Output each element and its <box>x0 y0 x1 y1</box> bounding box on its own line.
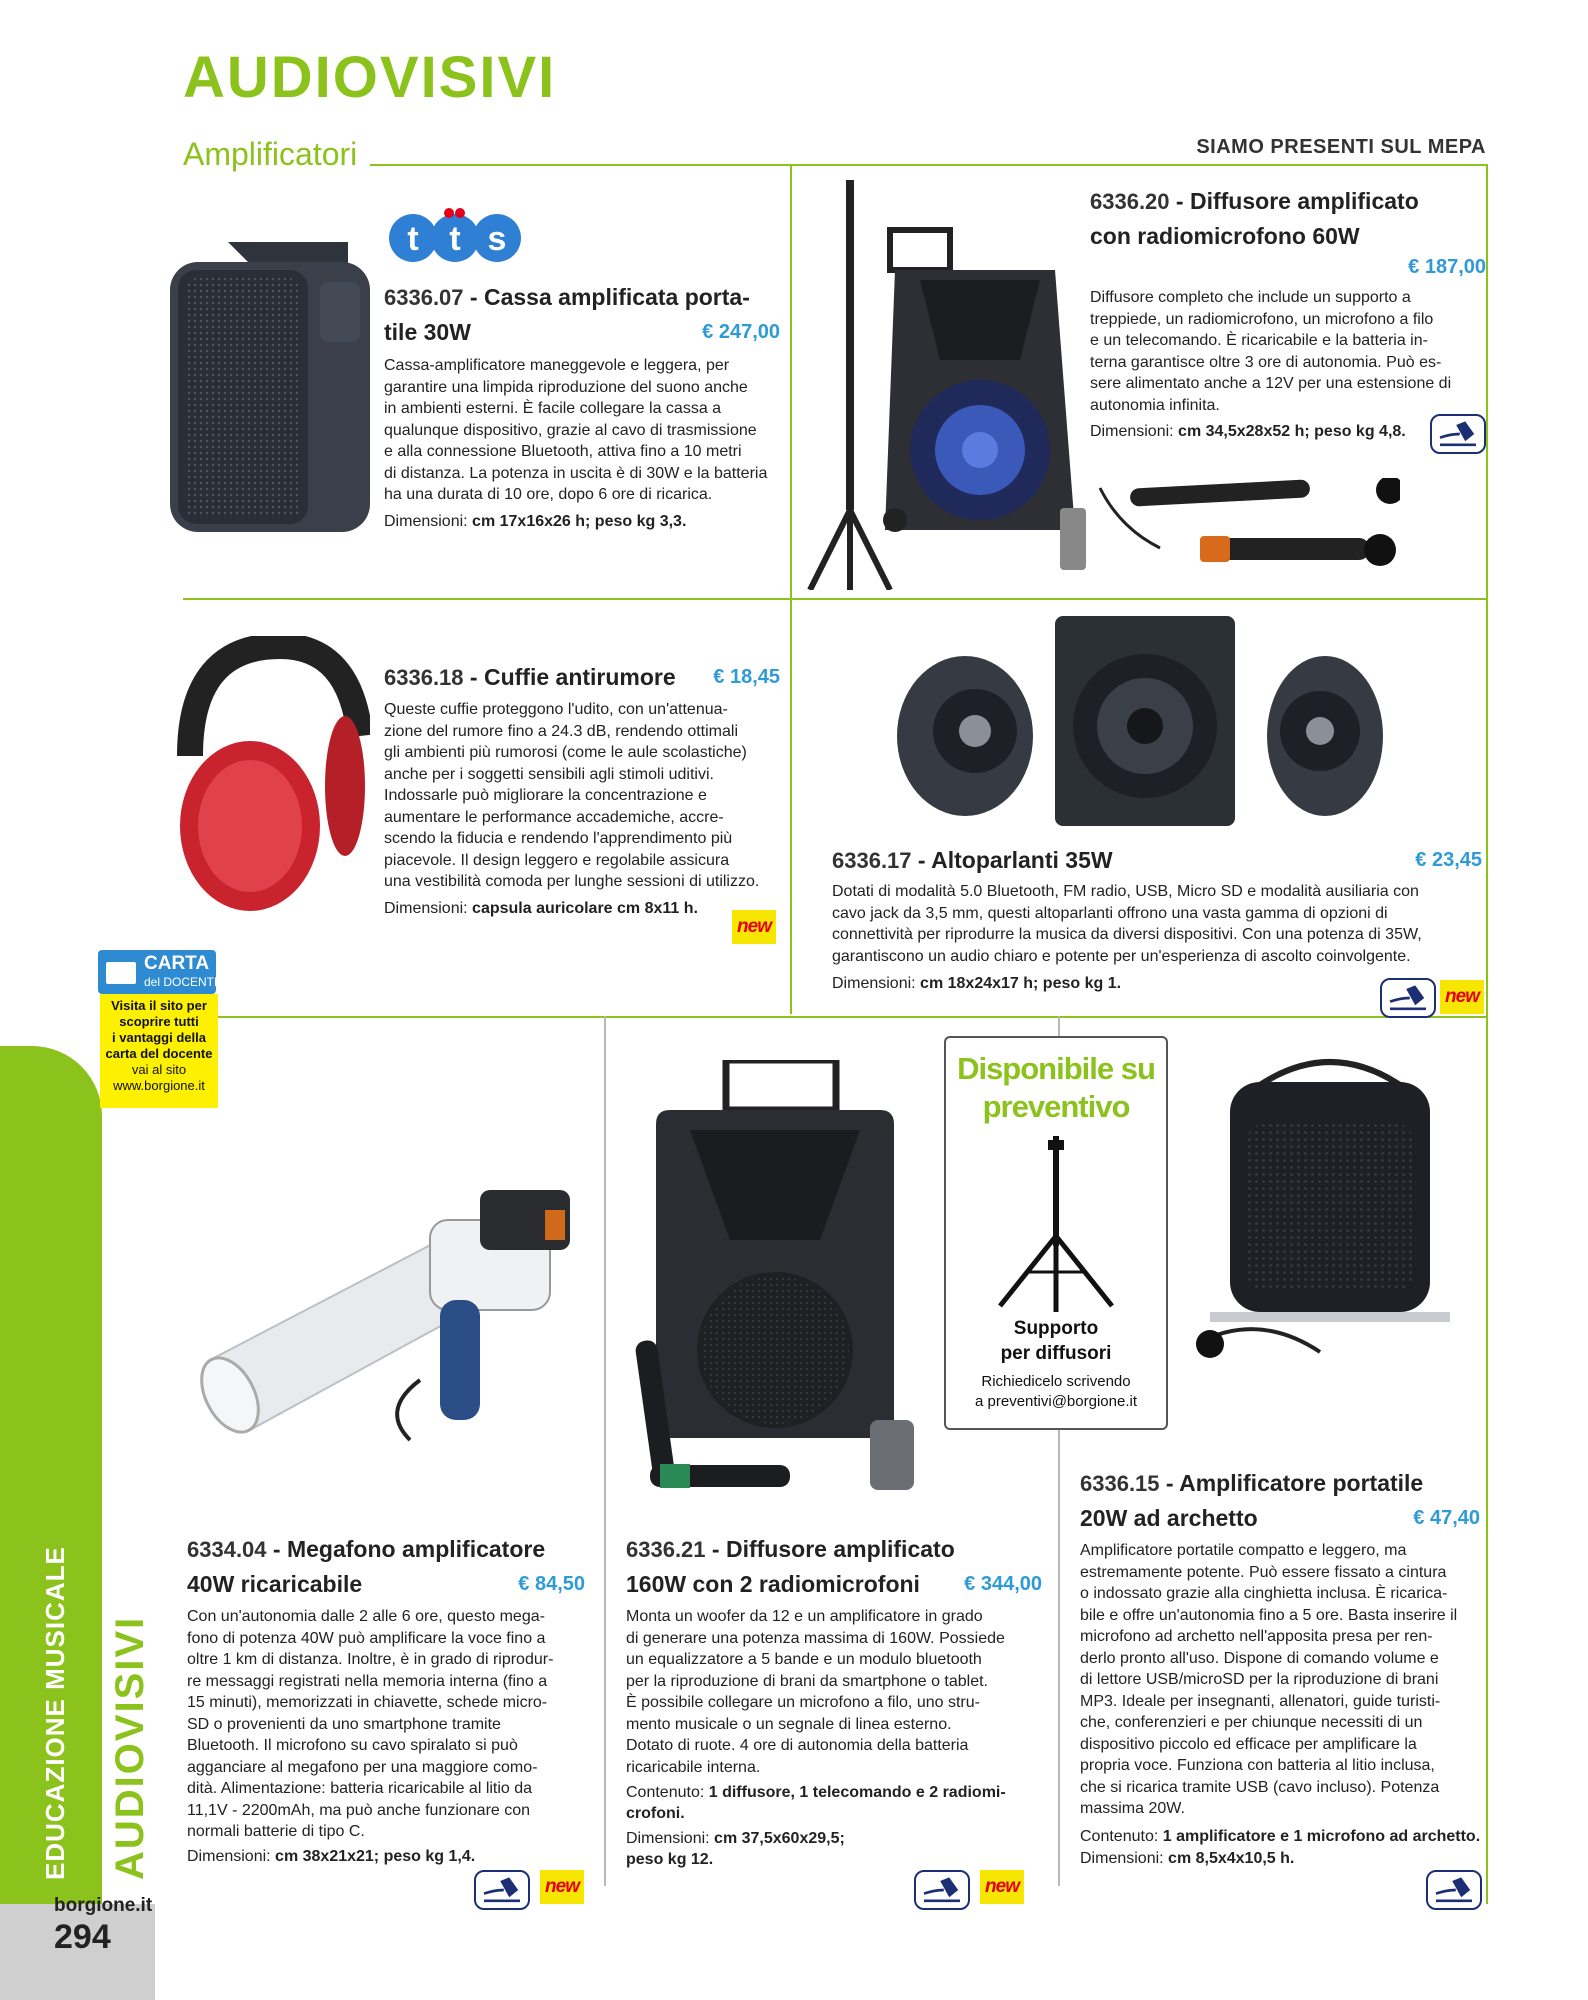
desc-line: o indossato grazie alla cinghietta inclusa. È ricarica- <box>1080 1585 1448 1602</box>
desc-line: piacevole. Il design leggero e regolabile assicura <box>384 851 730 869</box>
product-name: 20W ad archetto <box>1080 1505 1258 1531</box>
quote-title-line: preventivo <box>982 1089 1130 1124</box>
dim-value: peso kg 12. <box>626 1851 714 1868</box>
product-name: Diffusore amplificato <box>725 1536 955 1562</box>
quote-note <box>944 1372 1168 1412</box>
tts-logo <box>385 208 525 264</box>
carta-subtitle: del DOCENTE <box>144 975 223 989</box>
carta-note-line: carta del docente <box>105 1046 213 1061</box>
carta-link-label: vai al sito <box>131 1062 187 1077</box>
ear-muffs-image <box>150 636 370 916</box>
product-price: € 247,00 <box>702 321 780 343</box>
product-name: Cuffie antirumore <box>483 664 676 690</box>
product-code: 6334.04 <box>187 1537 267 1562</box>
site-label: borgione.it <box>54 1895 153 1916</box>
carta-note-line: Visita il sito per <box>111 998 207 1013</box>
product-title: 6336.07 - Cassa amplificata porta- tile 30W € 247,00 <box>384 280 780 350</box>
sidebar-section: AUDIOVISIVI <box>108 1615 152 1880</box>
desc-line: sere alimentato anche a 12V per una estensione di <box>1090 375 1452 392</box>
product-dimensions <box>626 1828 845 1870</box>
desc-line: fono di potenza 40W può amplificare la voce fino a <box>187 1629 546 1647</box>
dim-value: capsula auricolare cm 8x11 h. <box>472 900 698 917</box>
dim-label: Dimensioni: <box>832 975 916 992</box>
desc-line: zione del rumore fino a 24.3 dB, rendendo ottimali <box>384 722 738 740</box>
product-description <box>832 881 1484 967</box>
desc-line: Dotato di ruote. 4 ore di autonomia della batteria <box>626 1737 969 1754</box>
product-code: 6336.18 <box>384 665 464 690</box>
new-badge <box>1440 980 1484 1014</box>
product-price: € 23,45 <box>1415 849 1482 871</box>
product-dimensions <box>187 1846 475 1867</box>
desc-line: mento musicale o un segnale di linea esterno. <box>626 1715 952 1733</box>
page-title: AUDIOVISIVI <box>183 45 557 110</box>
row-divider-2 <box>183 1016 1488 1018</box>
desc-line: propria voce. Funziona con batteria al litio inclusa, <box>1080 1757 1435 1774</box>
new-badge-label: new <box>737 916 771 937</box>
product-name: Cassa amplificata porta- <box>483 284 750 310</box>
megaphone-image <box>190 1140 570 1470</box>
speakers-set-image <box>895 616 1385 836</box>
new-badge-label: new <box>1445 986 1479 1007</box>
desc-line: ha una durata di 10 ore, dopo 6 ore di ricarica. <box>384 486 713 503</box>
product-description <box>1080 1540 1488 1820</box>
desc-line: 15 minuti), memorizzati in chiavette, schede micro- <box>187 1694 548 1711</box>
tripod-stand-image <box>996 1136 1116 1312</box>
desc-line: di distanza. La potenza in uscita è di 30W e la batteria <box>384 464 768 482</box>
desc-line: in ambienti esterni. È facile collegare la cassa a <box>384 400 722 417</box>
quote-note-line: Richiedicelo scrivendo <box>981 1373 1131 1390</box>
desc-line: e un telecomando. È ricaricabile e la batteria in- <box>1090 332 1428 349</box>
desc-line: che, conferenzieri e per chiunque necessiti di un <box>1080 1714 1423 1731</box>
product-price: € 47,40 <box>1413 1507 1480 1529</box>
desc-line: Con un'autonomia dalle 2 alle 6 ore, questo mega- <box>187 1608 545 1625</box>
new-badge-label: new <box>545 1876 579 1897</box>
product-dimensions <box>384 898 698 919</box>
waist-amplifier-image <box>1190 1052 1460 1372</box>
desc-line: che si ricarica tramite USB (cavo incluso). Potenza <box>1080 1778 1440 1796</box>
desc-line: garantire una limpida riproduzione del suono anche <box>384 378 748 396</box>
product-dimensions <box>384 511 686 532</box>
quote-note-line[interactable]: a preventivi@borgione.it <box>975 1393 1137 1410</box>
content-label: Contenuto: <box>1080 1828 1159 1845</box>
desc-line: Monta un woofer da 12 e un amplificatore in grado <box>626 1608 983 1625</box>
product-price: € 187,00 <box>1408 256 1486 278</box>
desc-line: oltre 1 km di distanza. Inoltre, è in grado di riprodur- <box>187 1651 554 1668</box>
product-name: Megafono amplificatore <box>286 1536 546 1562</box>
dim-label: Dimensioni: <box>384 513 468 530</box>
product-price: € 18,45 <box>713 666 780 688</box>
product-name: Amplificatore portatile <box>1179 1470 1424 1496</box>
carta-note[interactable] <box>100 994 218 1108</box>
svg-text:t: t <box>407 220 419 258</box>
product-description <box>1090 287 1484 416</box>
product-description <box>187 1606 585 1843</box>
desc-line: bile e offre un'autonomia fino a 5 ore. Basta inserire il <box>1080 1606 1458 1624</box>
carta-note-line: i vantaggi della <box>112 1030 206 1045</box>
product-dimensions <box>1090 421 1406 442</box>
desc-line: un equalizzatore a 5 bande e un modulo bluetooth <box>626 1651 982 1668</box>
desc-line: estremamente potente. Può essere fissato a cintura <box>1080 1563 1447 1581</box>
svg-text:s: s <box>487 220 507 258</box>
dim-label: Dimensioni: <box>1080 1850 1164 1867</box>
product-title: 6336.21 - Diffusore amplificato 160W con 2 radiomicrofoni € 344,00 <box>626 1532 1042 1602</box>
product-name: 40W ricaricabile <box>187 1571 363 1597</box>
desc-line: MP3. Ideale per insegnanti, allenatori, guide turisti- <box>1080 1692 1441 1710</box>
desc-line: per la riproduzione di brani da smartphone o tablet. <box>626 1672 988 1690</box>
product-description <box>384 355 780 506</box>
product-description <box>626 1606 1042 1778</box>
col-divider-top <box>790 164 792 1014</box>
desc-line: gli ambienti più rumorosi (come le aule scolastiche) <box>384 744 747 761</box>
mepa-note: SIAMO PRESENTI SUL MEPA <box>1196 136 1486 158</box>
quote-subtitle-line: per diffusori <box>1000 1343 1112 1364</box>
content-value: 1 amplificatore e 1 microfono ad archetto. <box>1162 1828 1481 1845</box>
desc-line: scendo la fiducia e rendendo l'apprendimento più <box>384 830 733 847</box>
carta-note-line: scoprire tutti <box>119 1014 199 1029</box>
product-contents <box>1080 1826 1480 1847</box>
desc-line: ricaricabile interna. <box>626 1758 761 1776</box>
dim-value: cm 38x21x21; peso kg 1,4. <box>275 1848 476 1865</box>
carta-title: CARTA <box>144 953 210 974</box>
new-badge-label: new <box>985 1876 1019 1897</box>
product-contents <box>626 1782 1042 1824</box>
desc-line: 11,1V - 2200mAh, ma può anche funzionare con <box>187 1801 531 1819</box>
desc-line: SD o provenienti da uno smartphone tramite <box>187 1715 501 1733</box>
plug-icon <box>1380 978 1436 1018</box>
speaker-tripod-image <box>800 180 1090 590</box>
desc-line: treppiede, un radiomicrofono, un microfono a filo <box>1090 310 1434 328</box>
new-badge <box>540 1870 584 1904</box>
desc-line: normali batterie di tipo C. <box>187 1823 365 1840</box>
desc-line: dità. Alimentazione: batteria ricaricabile al litio da <box>187 1780 533 1797</box>
desc-line: autonomia infinita. <box>1090 396 1220 414</box>
dim-label: Dimensioni: <box>187 1848 271 1865</box>
row-divider-1 <box>183 598 1488 600</box>
content-label: Contenuto: <box>626 1784 705 1801</box>
product-price: € 344,00 <box>964 1573 1042 1595</box>
product-description <box>384 699 780 893</box>
desc-line: dispositivo piccolo ed efficace per amplificare la <box>1080 1735 1417 1753</box>
desc-line: Dotati di modalità 5.0 Bluetooth, FM radio, USB, Micro SD e modalità ausiliaria con <box>832 883 1419 900</box>
product-dimensions <box>1080 1848 1294 1869</box>
product-title: 6336.17 - Altoparlanti 35W € 23,45 <box>832 843 1482 878</box>
product-code: 6336.17 <box>832 848 912 873</box>
product-title: 6334.04 - Megafono amplificatore 40W ricaricabile € 84,50 <box>187 1532 585 1602</box>
desc-line: È possibile collegare un microfono a filo, uno stru- <box>626 1694 980 1711</box>
desc-line: e alla connessione Bluetooth, attiva fino a 10 metri <box>384 443 742 460</box>
microphones-remote-image <box>1060 478 1400 588</box>
dim-value: cm 34,5x28x52 h; peso kg 4,8. <box>1178 423 1406 440</box>
dim-value: cm 18x24x17 h; peso kg 1. <box>920 975 1122 992</box>
desc-line: cavo jack da 3,5 mm, questi altoparlanti offrono una vasta gamma di opzioni di <box>832 904 1388 922</box>
desc-line: agganciare al megafono per una maggiore como- <box>187 1758 538 1776</box>
quote-title <box>944 1050 1168 1126</box>
desc-line: aumentare le performance accademiche, accre- <box>384 808 724 826</box>
plug-icon <box>1430 414 1486 454</box>
new-badge <box>732 910 776 944</box>
product-code: 6336.21 <box>626 1537 706 1562</box>
content-value: crofoni. <box>626 1805 685 1822</box>
desc-line: Cassa-amplificatore maneggevole e leggera, per <box>384 357 730 374</box>
card-icon <box>106 962 136 984</box>
page-number: 294 <box>54 1918 111 1956</box>
quote-subtitle-line: Supporto <box>1013 1318 1099 1339</box>
header-rule <box>370 164 1488 166</box>
desc-line: Amplificatore portatile compatto e leggero, ma <box>1080 1542 1407 1559</box>
dim-value: cm 8,5x4x10,5 h. <box>1168 1850 1295 1867</box>
carta-link[interactable]: www.borgione.it <box>113 1078 205 1093</box>
desc-line: microfono ad archetto nell'apposita presa per ren- <box>1080 1628 1433 1645</box>
product-name: con radiomicrofono 60W <box>1090 223 1360 249</box>
desc-line: derlo pronto all'uso. Dispone di comando volume e <box>1080 1649 1439 1667</box>
svg-text:t: t <box>449 220 461 258</box>
desc-line: Queste cuffie proteggono l'udito, con un'attenua- <box>384 701 728 718</box>
product-name: tile 30W <box>384 319 471 345</box>
plug-icon <box>1426 1870 1482 1910</box>
plug-icon <box>914 1870 970 1910</box>
product-price: € 84,50 <box>518 1573 585 1595</box>
desc-line: Indossarle può migliorare la concentrazione e <box>384 787 707 804</box>
product-title: 6336.18 - Cuffie antirumore € 18,45 <box>384 660 780 695</box>
desc-line: Diffusore completo che include un supporto a <box>1090 289 1411 306</box>
product-name: Altoparlanti 35W <box>931 847 1113 873</box>
col-divider-bottom-1 <box>604 1016 606 1886</box>
content-value: 1 diffusore, 1 telecomando e 2 radiomi- <box>708 1784 1006 1801</box>
desc-line: anche per i soggetti sensibili agli stimoli uditivi. <box>384 765 714 783</box>
desc-line: di generare una potenza massima di 160W. Possiede <box>626 1629 1005 1647</box>
dim-value: cm 17x16x26 h; peso kg 3,3. <box>472 513 687 530</box>
dim-label: Dimensioni: <box>626 1830 710 1847</box>
product-code: 6336.20 <box>1090 189 1170 214</box>
desc-line: una vestibilità comoda per lunghe sessioni di utilizzo. <box>384 873 760 890</box>
product-title: 6336.15 - Amplificatore portatile 20W ad archetto € 47,40 <box>1080 1466 1480 1536</box>
sidebar-category: EDUCAZIONE MUSICALE <box>40 1546 70 1880</box>
dim-label: Dimensioni: <box>384 900 468 917</box>
pa-speaker-image <box>630 1060 920 1500</box>
quote-title-line: Disponibile su <box>957 1051 1155 1086</box>
section-subtitle: Amplificatori <box>183 136 358 172</box>
portable-speaker-image <box>150 222 380 532</box>
product-dimensions <box>832 973 1121 994</box>
desc-line: garantiscono un audio chiaro e potente per un'esperienza di ascolto coinvolgente. <box>832 947 1411 965</box>
desc-line: connettività per riprodurre la musica da diversi dispositivi. Con una potenza di 35W, <box>832 926 1422 943</box>
desc-line: Bluetooth. Il microfono su cavo spiralato si può <box>187 1737 518 1754</box>
desc-line: terna garantisce oltre 3 ore di autonomia. Può es- <box>1090 353 1442 371</box>
product-name: 160W con 2 radiomicrofoni <box>626 1571 920 1597</box>
new-badge <box>980 1870 1024 1904</box>
desc-line: re messaggi registrati nella memoria interna (fino a <box>187 1672 548 1690</box>
desc-line: massima 20W. <box>1080 1800 1185 1817</box>
quote-subtitle <box>944 1316 1168 1366</box>
product-name: Diffusore amplificato <box>1189 188 1419 214</box>
desc-line: di lettore USB/microSD per la riproduzione di brani <box>1080 1671 1439 1688</box>
plug-icon <box>474 1870 530 1910</box>
product-code: 6336.07 <box>384 285 464 310</box>
product-code: 6336.15 <box>1080 1471 1160 1496</box>
desc-line: qualunque dispositivo, grazie al cavo di trasmissione <box>384 421 757 439</box>
dim-value: cm 37,5x60x29,5; <box>714 1830 845 1847</box>
product-title: 6336.20 - Diffusore amplificato con radiomicrofono 60W <box>1090 184 1480 254</box>
dim-label: Dimensioni: <box>1090 423 1174 440</box>
